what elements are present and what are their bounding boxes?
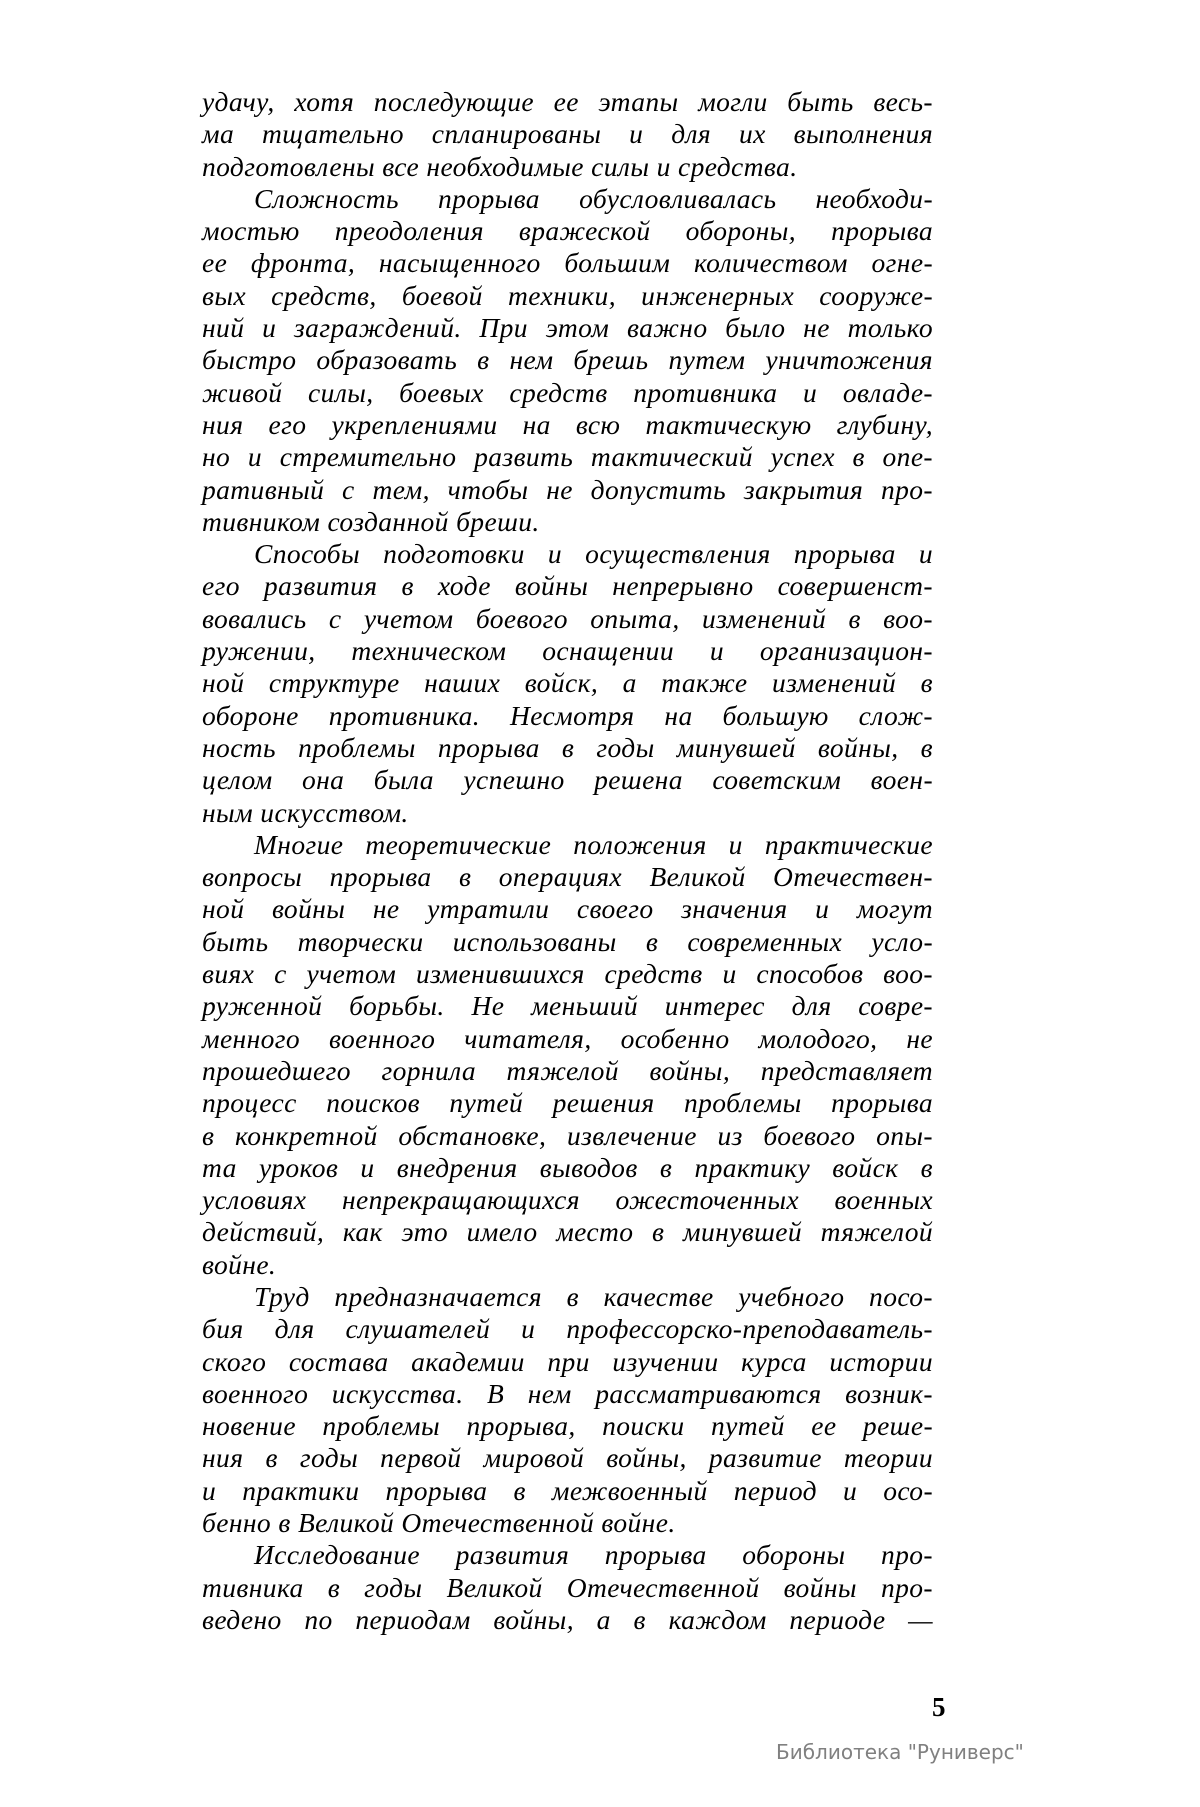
text-line: Исследование развития прорыва обороны про-: [254, 1539, 933, 1571]
text-line: Многие теоретические положения и практические: [254, 828, 933, 860]
page-number: 5: [932, 1692, 946, 1722]
paragraph: [202, 829, 933, 1281]
text-line: ность проблемы прорыва в годы минувшей войны, в: [202, 731, 933, 763]
text-line: Труд предназначается в качестве учебного посо-: [254, 1280, 933, 1312]
text-line: войне.: [202, 1248, 277, 1280]
paragraph: [202, 538, 933, 829]
text-line: ным искусством.: [202, 796, 409, 828]
paragraph: [202, 86, 933, 183]
text-line: удачу, хотя последующие ее этапы могли быть весь-: [202, 86, 933, 117]
page-body-text: [202, 86, 933, 1636]
text-line: процесс поисков путей решения проблемы прорыва: [202, 1087, 933, 1119]
text-line: ной структуре наших войск, а также изменений в: [202, 667, 933, 699]
text-line: бия для слушателей и профессорско-преподаватель-: [202, 1313, 933, 1345]
text-line: новение проблемы прорыва, поиски путей ее реше-: [202, 1410, 933, 1442]
text-line: ния его укреплениями на всю тактическую глубину,: [202, 408, 933, 440]
text-line: живой силы, боевых средств противника и овладе-: [202, 376, 933, 408]
text-line: но и стремительно развить тактический успех в опе-: [202, 441, 933, 473]
text-line: ского состава академии при изучении курса истории: [202, 1345, 933, 1377]
text-line: подготовлены все необходимые силы и средства.: [202, 150, 798, 182]
text-line: тивника в годы Великой Отечественной войны про-: [202, 1571, 933, 1603]
text-line: действий, как это имело место в минувшей тяжелой: [202, 1216, 933, 1248]
paragraph: [202, 1281, 933, 1539]
text-line: в конкретной обстановке, извлечение из боевого опы-: [202, 1119, 933, 1151]
text-line: бенно в Великой Отечественной войне.: [202, 1507, 676, 1539]
text-line: и практики прорыва в межвоенный период и осо-: [202, 1474, 933, 1506]
text-line: прошедшего горнила тяжелой войны, представляет: [202, 1054, 933, 1086]
library-watermark: Библиотека "Руниверс": [776, 1740, 1024, 1764]
text-line: его развития в ходе войны непрерывно совершенст-: [202, 570, 933, 602]
text-line: та уроков и внедрения выводов в практику войск в: [202, 1151, 933, 1183]
text-line: ний и заграждений. При этом важно было не только: [202, 312, 933, 344]
text-line: ной войны не утратили своего значения и могут: [202, 893, 933, 925]
text-line: вовались с учетом боевого опыта, изменений в воо-: [202, 602, 933, 634]
text-line: мостью преодоления вражеской обороны, прорыва: [202, 215, 933, 247]
text-line: быть творчески использованы в современных усло-: [202, 925, 933, 957]
paragraph: [202, 1539, 933, 1636]
paragraph: [202, 183, 933, 538]
text-line: ма тщательно спланированы и для их выполнения: [202, 118, 933, 150]
text-line: ния в годы первой мировой войны, развитие теории: [202, 1442, 933, 1474]
text-line: ведено по периодам войны, а в каждом периоде —: [202, 1603, 933, 1635]
text-line: целом она была успешно решена советским воен-: [202, 764, 933, 796]
text-line: ружении, техническом оснащении и организацион-: [202, 635, 933, 667]
text-line: тивником созданной бреши.: [202, 505, 540, 537]
text-line: ее фронта, насыщенного большим количеством огне-: [202, 247, 933, 279]
text-line: Сложность прорыва обусловливалась необходи-: [254, 182, 933, 214]
text-line: менного военного читателя, особенно молодого, не: [202, 1022, 933, 1054]
text-line: Способы подготовки и осуществления прорыва и: [254, 538, 933, 570]
text-line: вопросы прорыва в операциях Великой Отечествен-: [202, 861, 933, 893]
text-line: условиях непрекращающихся ожесточенных военных: [202, 1184, 933, 1216]
text-line: вых средств, боевой техники, инженерных сооруже-: [202, 279, 933, 311]
text-line: обороне противника. Несмотря на большую слож-: [202, 699, 933, 731]
text-line: руженной борьбы. Не меньший интерес для совре-: [202, 990, 933, 1022]
text-line: виях с учетом изменившихся средств и способов воо-: [202, 958, 933, 990]
text-line: ративный с тем, чтобы не допустить закрытия про-: [202, 473, 933, 505]
text-line: военного искусства. В нем рассматриваются возник-: [202, 1377, 933, 1409]
text-line: быстро образовать в нем брешь путем уничтожения: [202, 344, 933, 376]
